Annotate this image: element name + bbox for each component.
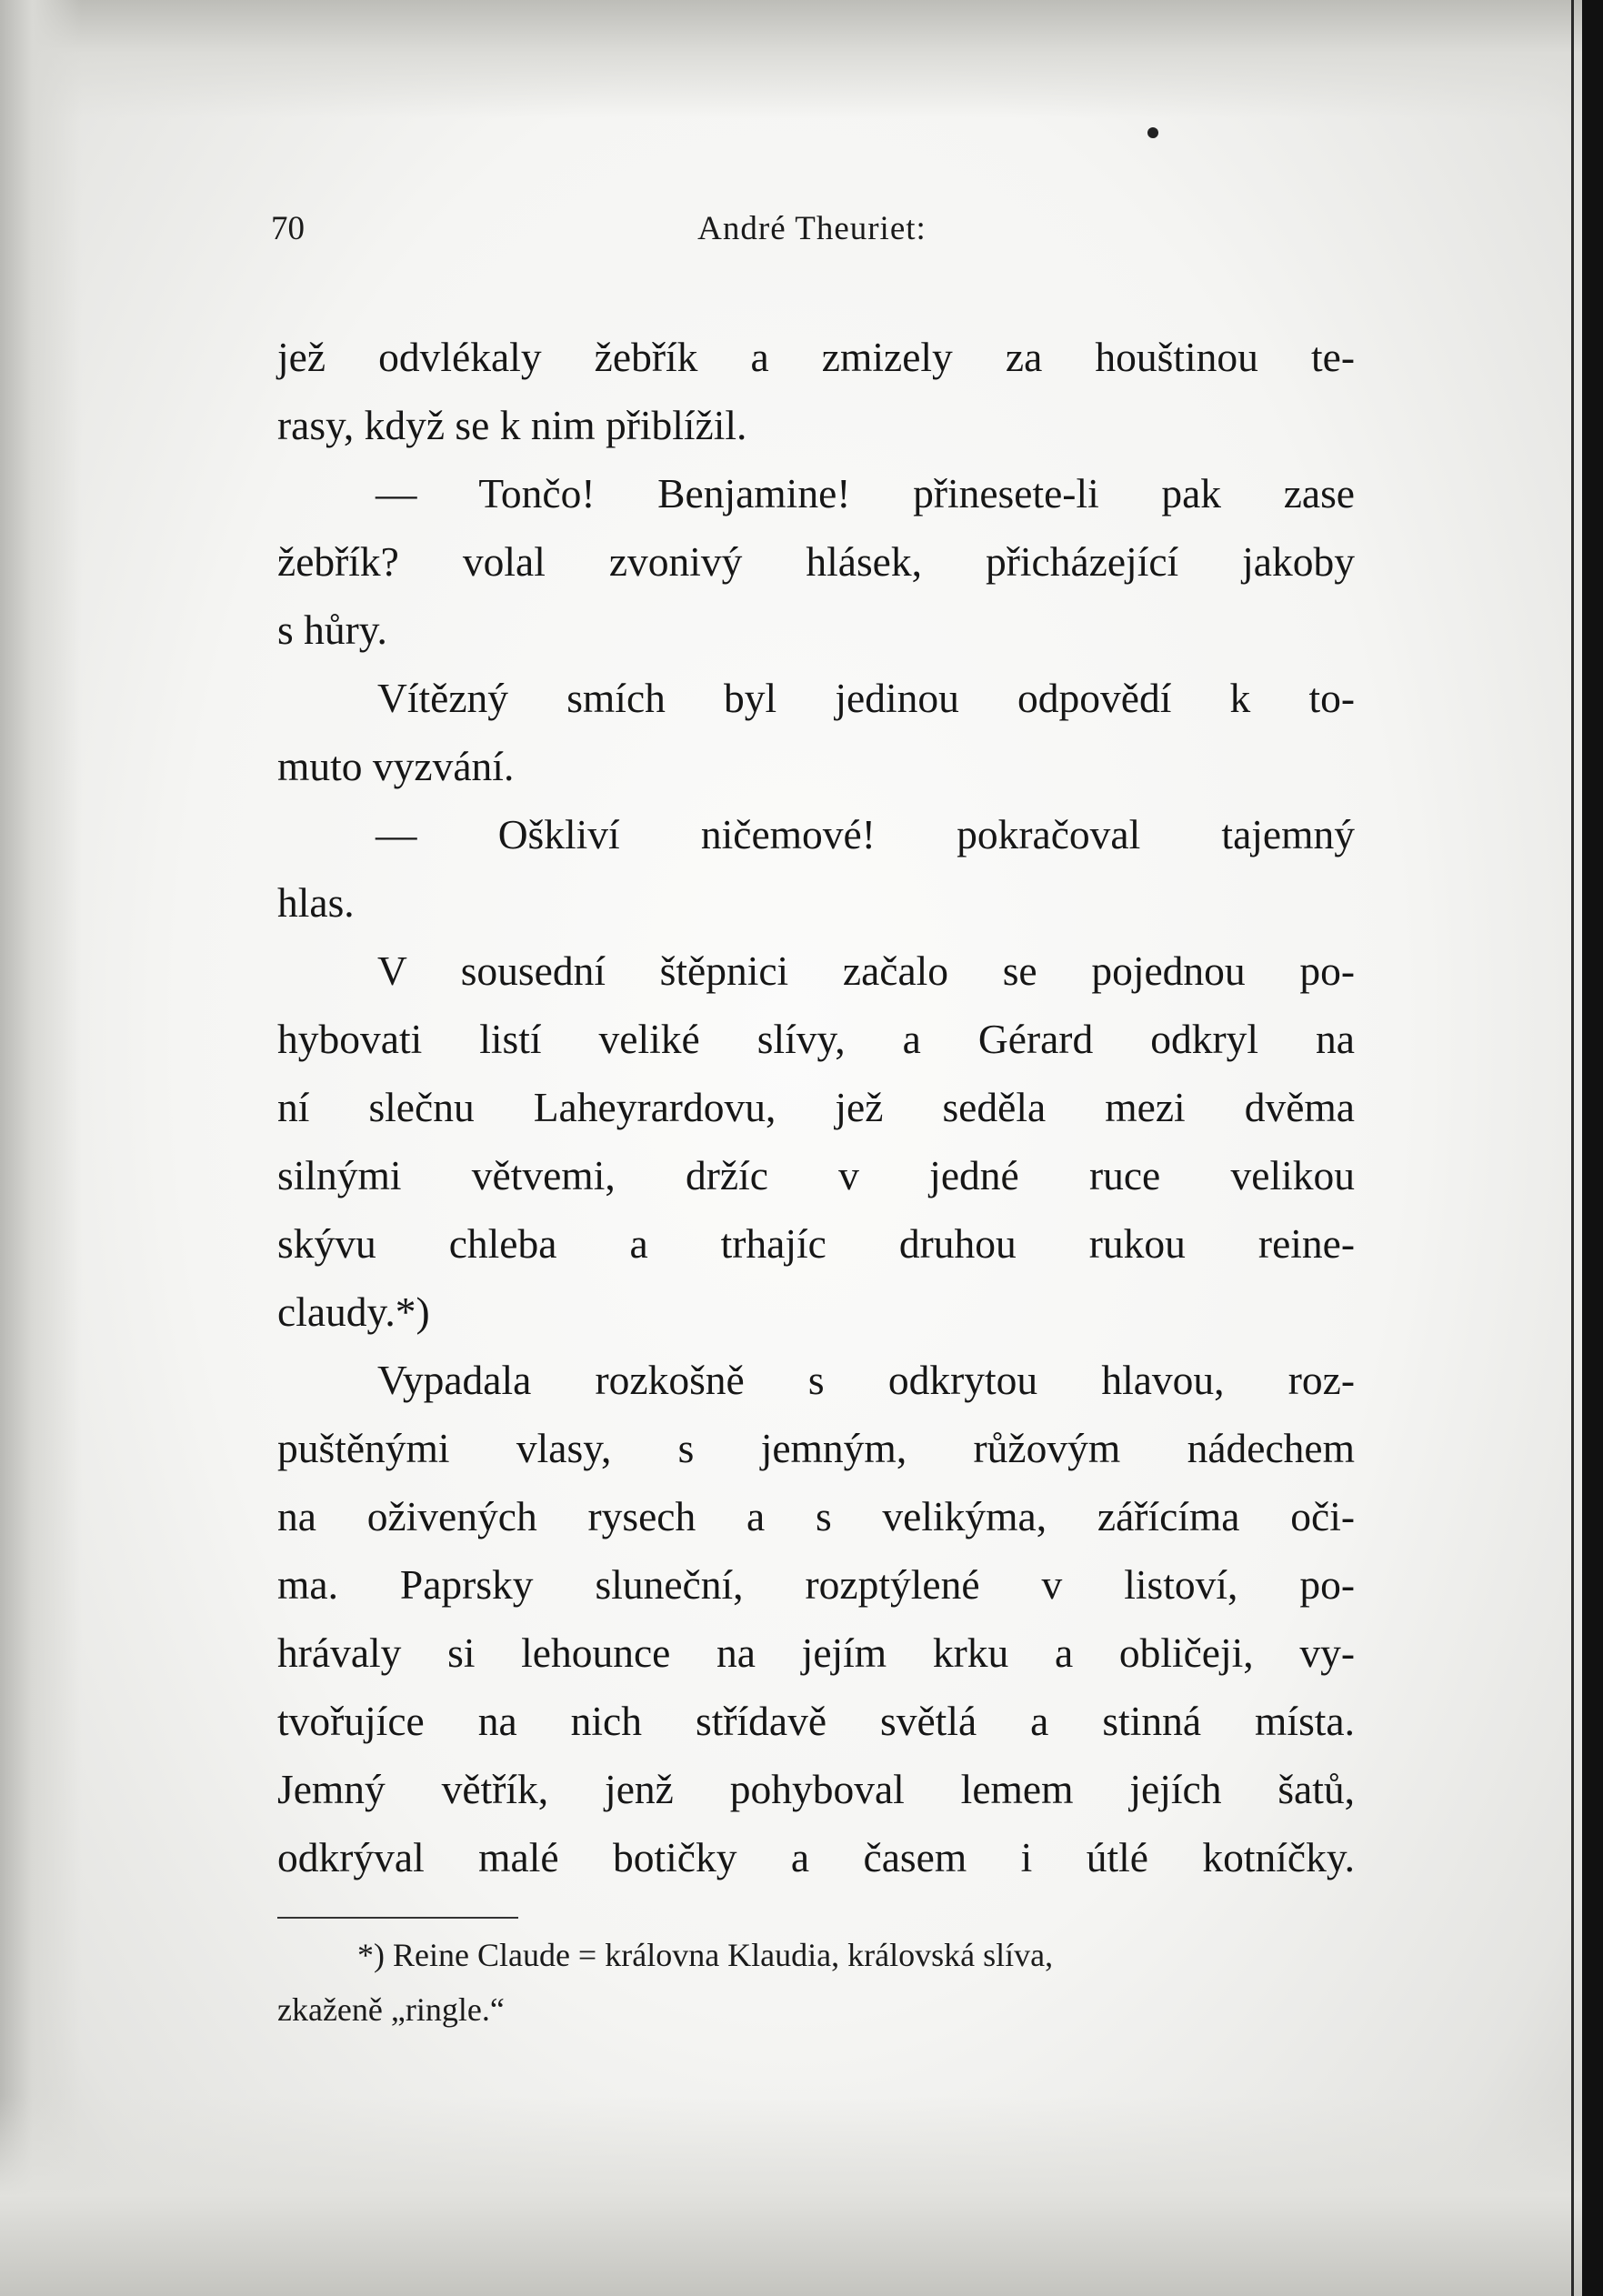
page-shadow-bottom	[0, 2096, 1582, 2296]
body-text	[277, 323, 1355, 1891]
footnote-line: zkaženě „ringle.“	[277, 1991, 505, 2028]
footnote-line: *) Reine Claude = královna Klaudia, královská slíva,	[357, 1937, 1054, 1973]
text-line: — Oškliví ničemové! pokračoval tajemný	[376, 811, 1355, 857]
text-line: silnými větvemi, držíc v jedné ruce velikou	[277, 1152, 1355, 1198]
text-line: jež odvlékaly žebřík a zmizely za houštinou te-	[277, 334, 1355, 380]
text-line: claudy.*)	[277, 1288, 430, 1335]
footnote-rule	[277, 1917, 518, 1919]
text-line: muto vyzvání.	[277, 743, 515, 789]
text-line: hrávaly si lehounce na jejím krku a obličeji, vy-	[277, 1629, 1355, 1676]
text-line: Vítězný smích byl jedinou odpovědí k to-	[377, 675, 1355, 721]
page-header	[271, 209, 1353, 264]
text-line: V sousední štěpnici začalo se pojednou po-	[377, 947, 1355, 994]
ink-speck	[1147, 127, 1158, 138]
running-title: André Theuriet:	[697, 210, 927, 247]
text-line: žebřík? volal zvonivý hlásek, přicházející jakoby	[277, 538, 1355, 585]
footnote	[277, 1928, 1368, 2037]
text-line: ní slečnu Laheyrardovu, jež seděla mezi dvěma	[277, 1084, 1355, 1130]
text-line: hlas.	[277, 879, 355, 926]
page-shadow-top	[0, 0, 1582, 118]
text-line: Vypadala rozkošně s odkrytou hlavou, roz-	[377, 1357, 1355, 1403]
page-shadow-left	[0, 0, 82, 2296]
text-line: tvořujíce na nich střídavě světlá a stinná místa.	[277, 1698, 1355, 1744]
binding-edge	[1582, 0, 1603, 2296]
page-number: 70	[271, 210, 305, 247]
text-line: ma. Paprsky sluneční, rozptýlené v listoví, po-	[277, 1561, 1355, 1608]
text-line: skývu chleba a trhajíc druhou rukou reine-	[277, 1220, 1355, 1267]
text-line: rasy, když se k nim přiblížil.	[277, 402, 747, 448]
binding-edge-line	[1571, 0, 1574, 2296]
text-line: Jemný větřík, jenž pohyboval lemem jejích šatů,	[277, 1766, 1355, 1812]
text-line: — Tončo! Benjamine! přinesete-li pak zase	[376, 470, 1355, 516]
text-line: na oživených rysech a s velikýma, zářícíma oči-	[277, 1493, 1355, 1539]
text-line: puštěnými vlasy, s jemným, růžovým nádechem	[277, 1425, 1355, 1471]
text-line: odkrýval malé botičky a časem i útlé kotníčky.	[277, 1834, 1355, 1880]
text-line: s hůry.	[277, 607, 387, 653]
text-line: hybovati listí veliké slívy, a Gérard odkryl na	[277, 1016, 1355, 1062]
